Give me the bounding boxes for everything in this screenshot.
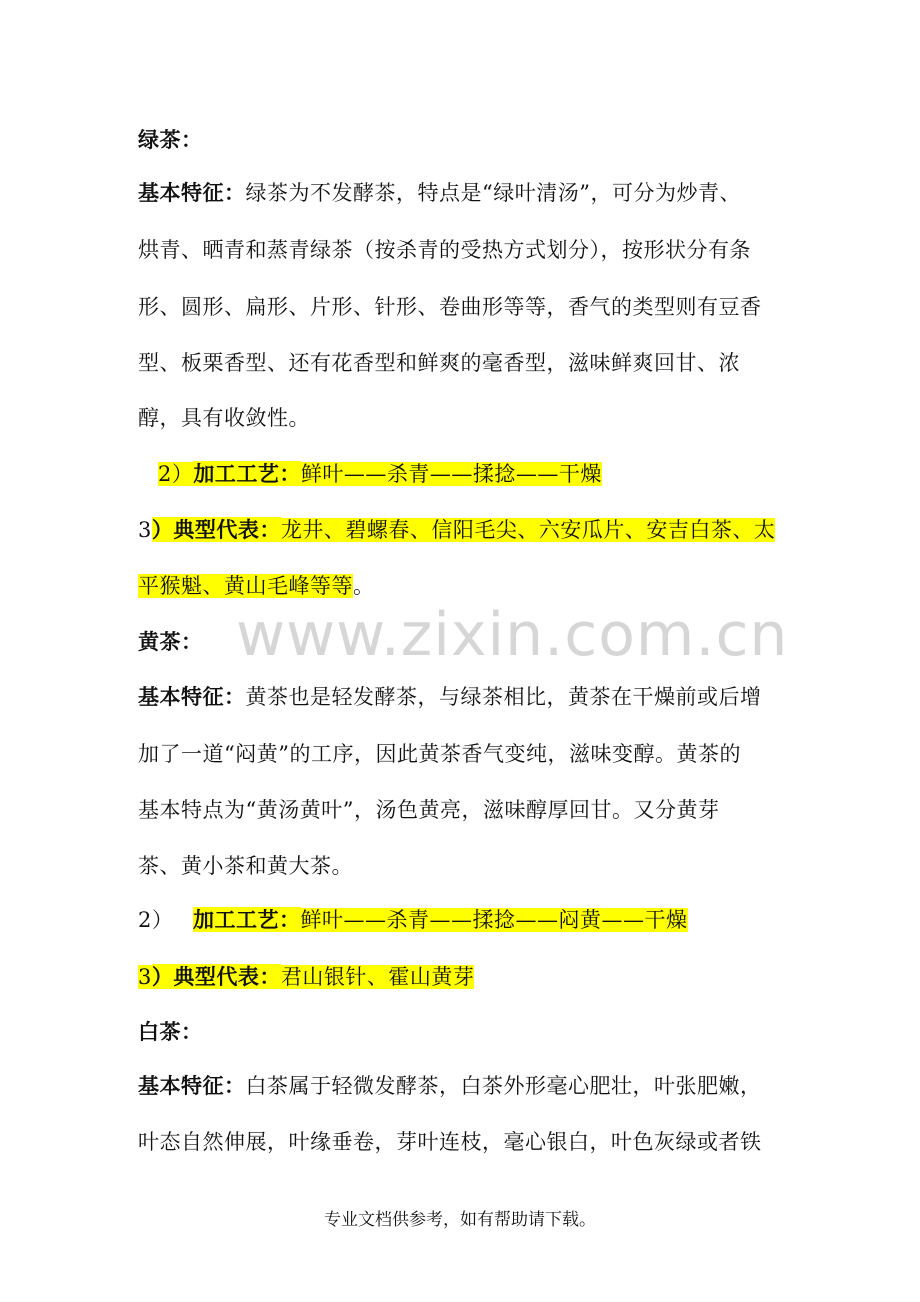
process-text: 鲜叶——杀青——揉捻——闷黄——干燥 — [300, 908, 688, 932]
feature-text: 绿茶为不发酵茶，特点是“绿叶清汤”，可分为炒青、 — [245, 181, 741, 205]
green-tea-heading: 绿茶： — [138, 127, 203, 152]
page-footer: 专业文档供参考，如有帮助请下载。 — [324, 1210, 596, 1230]
green-feature-line: 型、板栗香型、还有花香型和鲜爽的毫香型，滋味鲜爽回甘、浓 — [138, 351, 740, 375]
yellow-feature-line — [138, 677, 762, 717]
rep-label: 典型代表： — [173, 964, 281, 989]
rep-text: 平猴魁、黄山毛峰等等 — [138, 574, 353, 598]
green-process-line — [158, 454, 602, 494]
green-feature-line: 醇，具有收敛性。 — [138, 406, 310, 430]
green-feature-line — [138, 173, 741, 213]
rep-end: 。 — [353, 574, 375, 598]
green-feature-line: 形、圆形、扁形、片形、针形、卷曲形等等，香气的类型则有豆香 — [138, 295, 762, 319]
rep-number: 3 — [138, 965, 152, 989]
yellow-representative-line — [138, 957, 474, 997]
yellow-feature-line: 茶、黄小茶和黄大茶。 — [138, 854, 353, 878]
feature-label: 基本特征： — [138, 684, 246, 709]
yellow-feature-line: 加了一道“闷黄”的工序，因此黄茶香气变纯，滋味变醇。黄茶的 — [138, 742, 741, 766]
yellow-tea-heading: 黄茶： — [138, 629, 203, 654]
feature-text: 白茶属于轻微发酵茶，白茶外形毫心肥壮，叶张肥嫩， — [245, 1074, 762, 1098]
rep-number: 3 — [138, 518, 152, 542]
process-number: 2） — [158, 462, 194, 486]
feature-text: 黄茶也是轻发酵茶，与绿茶相比，黄茶在干燥前或后增 — [245, 685, 762, 709]
green-feature-line: 烘青、晒青和蒸青绿茶（按杀青的受热方式划分），按形状分有条 — [138, 238, 751, 262]
rep-text: 君山银针、霍山黄芽 — [280, 965, 475, 989]
rep-paren: ） — [151, 964, 174, 989]
yellow-process-line — [138, 900, 688, 940]
rep-text: 龙井、碧螺春、信阳毛尖、六安瓜片、安吉白茶、太 — [280, 518, 776, 542]
rep-label: 典型代表： — [173, 517, 281, 542]
green-representative-line — [138, 510, 775, 550]
feature-label: 基本特征： — [138, 1073, 246, 1098]
process-label: 加工工艺： — [193, 907, 301, 932]
feature-label: 基本特征： — [138, 180, 246, 205]
process-label: 加工工艺： — [193, 461, 301, 486]
white-tea-heading: 白茶： — [138, 1019, 203, 1044]
yellow-feature-line: 基本特点为“黄汤黄叶”，汤色黄亮，滋味醇厚回甘。又分黄芽 — [138, 798, 720, 822]
white-feature-line: 叶态自然伸展，叶缘垂卷，芽叶连枝，毫心银白，叶色灰绿或者铁 — [138, 1130, 762, 1154]
watermark: www.zixin.com.cn — [236, 600, 789, 670]
process-text: 鲜叶——杀青——揉捻——干燥 — [300, 462, 602, 486]
white-feature-line — [138, 1066, 762, 1106]
rep-paren: ） — [151, 517, 174, 542]
process-number: 2） — [138, 908, 174, 932]
